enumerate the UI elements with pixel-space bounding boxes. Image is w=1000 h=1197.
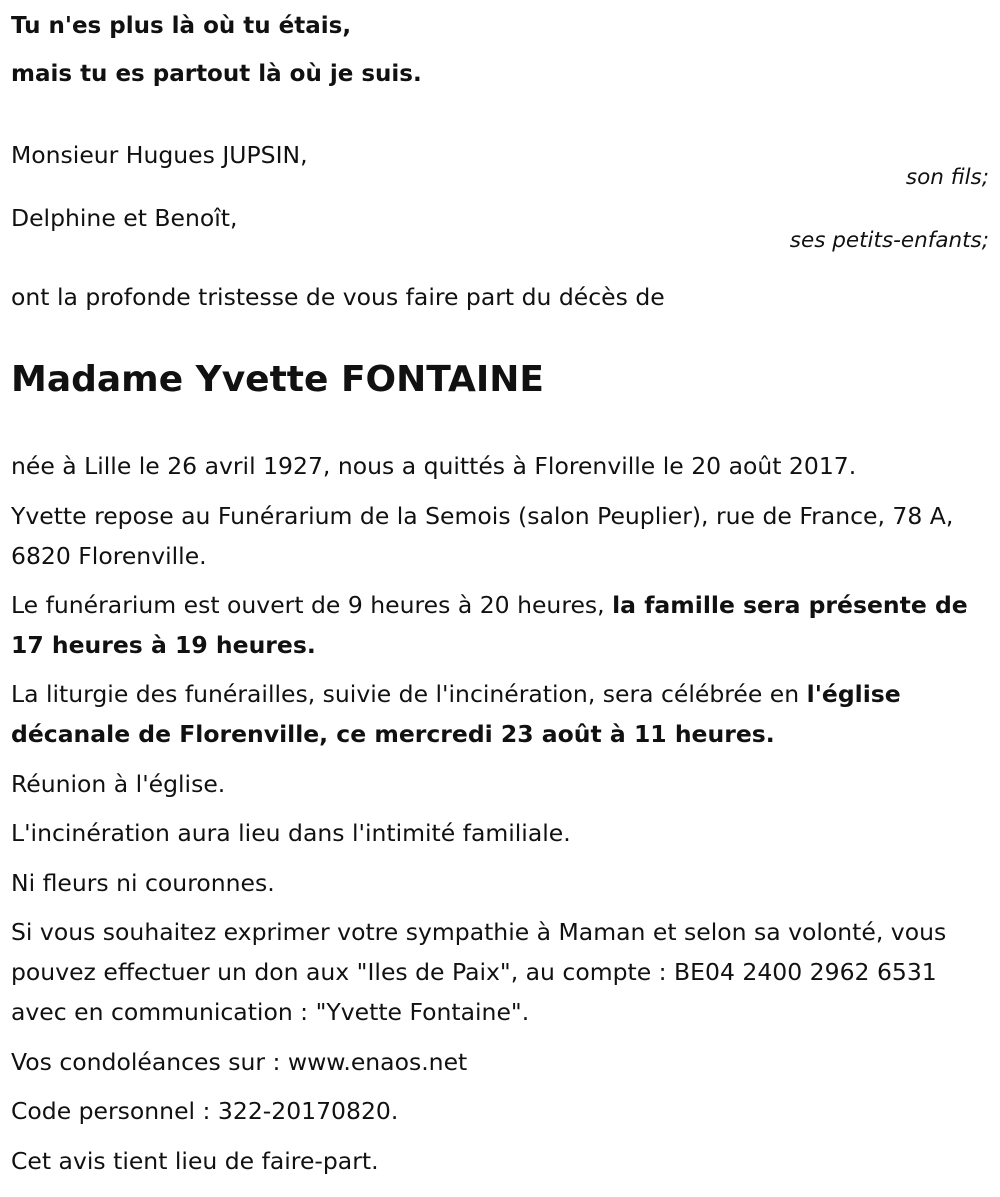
announcement-text: ont la profonde tristesse de vous faire part du décès de	[11, 283, 665, 311]
family-member-name: Delphine et Benoît,	[11, 204, 238, 232]
family-member-relation: son fils;	[905, 165, 989, 190]
funerarium-hours	[11, 585, 986, 665]
repose-info: Yvette repose au Funérarium de la Semois (salon Peuplier), rue de France, 78 A, 6820 Florenville.	[11, 502, 954, 570]
condolences-info: Vos condoléances sur : www.enaos.net	[11, 1048, 468, 1076]
liturgy-place-text: l'église décanale de Florenville, ce mercredi 23 août à 11 heures.	[11, 680, 901, 748]
liturgy-text: La liturgie des funérailles, suivie de l'incinération, sera célébrée en	[11, 680, 807, 708]
meeting-info: Réunion à l'église.	[11, 770, 226, 798]
family-member-relation: ses petits-enfants;	[789, 228, 989, 253]
verse-line-1: Tu n'es plus là où tu étais,	[11, 13, 352, 39]
hours-text: Le funérarium est ouvert de 9 heures à 20 heures,	[11, 591, 613, 619]
personal-code: Code personnel : 322-20170820.	[11, 1097, 399, 1125]
verse-line-2: mais tu es partout là où je suis.	[11, 61, 422, 87]
birth-death-info: née à Lille le 26 avril 1927, nous a quittés à Florenville le 20 août 2017.	[11, 452, 857, 480]
notice-text: Cet avis tient lieu de faire-part.	[11, 1147, 379, 1175]
family-presence-text: la famille sera présente de 17 heures à 19 heures.	[11, 591, 968, 659]
flowers-info: Ni fleurs ni couronnes.	[11, 869, 275, 897]
cremation-info: L'incinération aura lieu dans l'intimité familiale.	[11, 819, 571, 847]
donation-info: Si vous souhaitez exprimer votre sympathie à Maman et selon sa volonté, vous pouvez effectuer un don aux "Iles de Paix", au compte : BE04 2400 2962 6531 avec en communication : "Yvette Fontaine".	[11, 918, 947, 1026]
family-member-name: Monsieur Hugues JUPSIN,	[11, 141, 308, 169]
deceased-name: Madame Yvette FONTAINE	[11, 359, 545, 400]
liturgy-info	[11, 674, 986, 754]
